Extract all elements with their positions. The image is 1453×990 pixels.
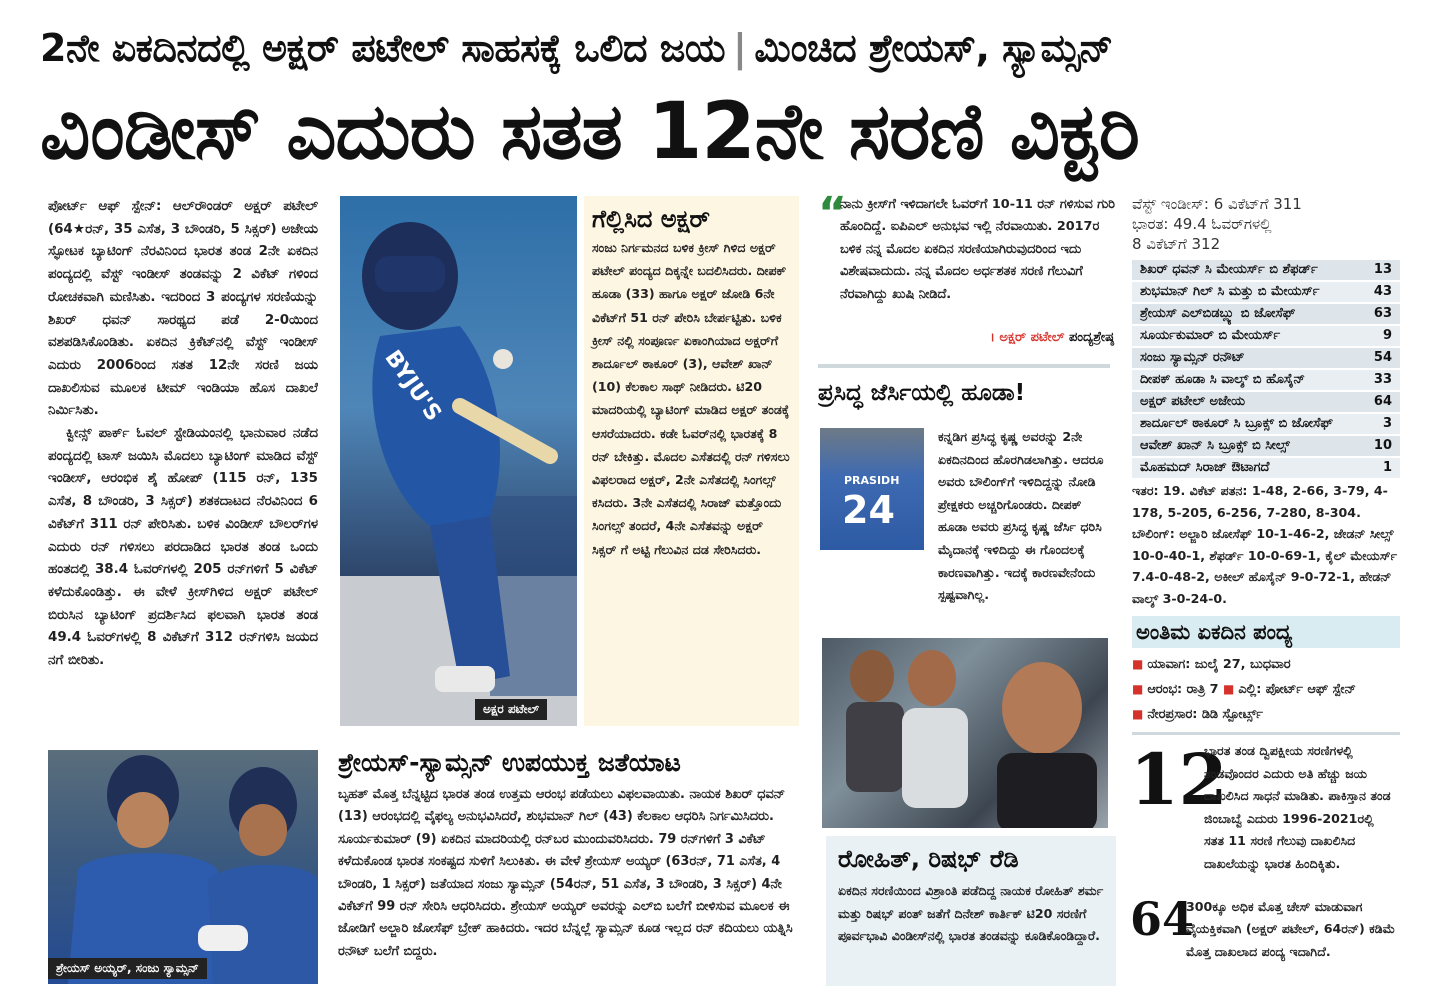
- scorecard: [1132, 194, 1400, 612]
- batter-name: ಮೊಹಮದ್ ಸಿರಾಜ್ ಔಟಾಗದೆ: [1140, 460, 1270, 475]
- bowling-figures: ಬೌಲಿಂಗ್: ಅಲ್ಜಾರಿ ಜೋಸೆಫ್ 10-1-46-2, ಜೇಡನ್ ಸೀಲ್ಸ್ 10-0-40-1, ಶೆಫರ್ಡ್ 10-0-69-1, ಕೈಲ್ ಮೇಯರ್ಸ್ 7.4-0-48-2, ಅಕೀಲ್ ಹೊಸೈನ್ 9-0-72-1, ಹೇಡನ್ ವಾಲ್ಶ್ 3-0-24-0.: [1132, 526, 1398, 606]
- fact-64-text: 300ಕ್ಕೂ ಅಧಿಕ ಮೊತ್ತ ಚೇಸ್ ಮಾಡುವಾಗ ವೈಯಕ್ತಿಕವಾಗಿ (ಅಕ್ಷರ್ ಪಟೇಲ್, 64ರನ್) ಕಡಿಮೆ ಮೊತ್ತ ದಾಖಲಾದ ಪಂದ್ಯ ಇದಾಗಿದೆ.: [1186, 899, 1396, 959]
- batter-name: ಶಿಖರ್ ಧವನ್ ಸಿ ಮೇಯರ್ಸ್ ಬಿ ಶೆಫರ್ಡ್: [1140, 262, 1318, 277]
- main-story: [48, 196, 318, 742]
- batter-name: ಶ್ರೇಯಸ್ ಎಲ್‌ಬಿಡಬ್ಲ್ಯು ಬಿ ಜೋಸೆಫ್: [1140, 306, 1296, 321]
- batter-name: ಆವೇಶ್ ಖಾನ್ ಸಿ ಬ್ರೂಕ್ಸ್ ಬಿ ಸೀಲ್ಸ್: [1140, 438, 1290, 453]
- hooda-body: [820, 426, 1110, 607]
- final-odi-broadcast: ನೇರಪ್ರಸಾರ: ಡಿಡಿ ಸ್ಪೋರ್ಟ್ಸ್: [1147, 707, 1263, 722]
- fact-64: [1130, 892, 1402, 988]
- bullet-icon: ■: [1132, 657, 1144, 671]
- players-illustration: [822, 638, 1108, 828]
- batter-name: ಸೂರ್ಯಕುಮಾರ್ ಬಿ ಮೇಯರ್ಸ್: [1140, 328, 1281, 343]
- batter-name: ಸಂಜು ಸ್ಯಾಮ್ಸನ್ ರನೌಟ್: [1140, 350, 1245, 365]
- axar-box-body: ಸಂಜು ನಿರ್ಗಮನದ ಬಳಿಕ ಕ್ರೀಸ್ ಗಿಳಿದ ಅಕ್ಷರ್ ಪಟೇಲ್ ಪಂದ್ಯದ ದಿಕ್ಕನ್ನೇ ಬದಲಿಸಿದರು. ದೀಪಕ್ ಹೂಡಾ (33) ಹಾಗೂ ಅಕ್ಷರ್ ಜೋಡಿ 6ನೇ ವಿಕೆಟ್‌ಗೆ 51 ರನ್ ಪೇರಿಸಿ ಬೇರ್ಪಟ್ಟಿತು. ಬಳಿಕ ಕ್ರೀಸ್ ನಲ್ಲಿ ಸಂಪೂರ್ಣ ಏಕಾಂಗಿಯಾದ ಅಕ್ಷರ್‌ಗೆ ಶಾರ್ದೂಲ್ ಠಾಕೂರ್ (3), ಆವೇಶ್ ಖಾನ್ (10) ಕೆಲಕಾಲ ಸಾಥ್ ನೀಡಿದರು. ಟಿ20 ಮಾದರಿಯಲ್ಲಿ ಬ್ಯಾಟಿಂಗ್ ಮಾಡಿದ ಅಕ್ಷರ್ ತಂಡಕ್ಕೆ ಆಸರೆಯಾದರು. ಕಡೇ ಓವರ್‌ನಲ್ಲಿ ಭಾರತಕ್ಕೆ 8 ರನ್ ಬೇಕಿತ್ತು. ಮೊದಲ ಎಸೆತದಲ್ಲಿ ರನ್ ಗಳಿಸಲು ವಿಫಲರಾದ ಅಕ್ಷರ್, 2ನೇ ಎಸೆತದಲ್ಲಿ ಸಿಂಗಲ್ಸ್ ಕಸಿದರು. 3ನೇ ಎಸೆತದಲ್ಲಿ ಸಿರಾಜ್ ಮತ್ತೊಂದು ಸಿಂಗಲ್ಸ್ ತಂದರೆ, 4ನೇ ಎಸೆತವನ್ನು ಅಕ್ಷರ್ ಸಿಕ್ಸರ್ ಗೆ ಅಟ್ಟಿ ಗೆಲುವಿನ ದಡ ಸೇರಿಸಿದರು.: [592, 240, 790, 557]
- quote-block: [818, 194, 1118, 356]
- rohit-photo: [822, 638, 1108, 828]
- dateline: ಪೋರ್ಟ್ ಆಫ್ ಸ್ಪೇನ್:: [48, 199, 162, 214]
- hooda-box: [818, 376, 1118, 631]
- hooda-title: ಪ್ರಸಿದ್ಧ ಜೆರ್ಸಿಯಲ್ಲಿ ಹೂಡಾ!: [818, 380, 1026, 406]
- axar-box: [584, 196, 799, 726]
- main-story-para2: ಕ್ವೀನ್ಸ್ ಪಾರ್ಕ್ ಓವಲ್ ಸ್ಟೇಡಿಯಂನಲ್ಲಿ ಭಾನುವಾರ ನಡೆದ ಪಂದ್ಯದಲ್ಲಿ ಟಾಸ್ ಜಯಿಸಿ ಮೊದಲು ಬ್ಯಾಟಿಂಗ್ ಮಾಡಿದ ವೆಸ್ಟ್ ಇಂಡೀಸ್, ಆರಂಭಿಕ ಶೈ ಹೋಪ್ (115 ರನ್, 135 ಎಸೆತ, 8 ಬೌಂಡರಿ, 3 ಸಿಕ್ಸರ್) ಶತಕದಾಟದ ನೆರವಿನಿಂದ 6 ವಿಕೆಟ್‌ಗೆ 311 ರನ್ ಪೇರಿಸಿತು. ಬಳಿಕ ವಿಂಡೀಸ್ ಬೌಲರ್‌ಗಳ ಎದುರು ರನ್ ಗಳಿಸಲು ಪರದಾಡಿದ ಭಾರತ ತಂಡ ಒಂದು ಹಂತದಲ್ಲಿ 38.4 ಓವರ್‌ಗಳಲ್ಲಿ 205 ರನ್‌ಗಳಿಗೆ 5 ವಿಕೆಟ್ ಕಳೆದುಕೊಂಡಿತ್ತು. ಈ ವೇಳೆ ಕ್ರೀಸ್‌ಗಿಳಿದ ಅಕ್ಷರ್ ಪಟೇಲ್ ಬಿರುಸಿನ ಬ್ಯಾಟಿಂಗ್ ಪ್ರದರ್ಶಿಸಿದ ಫಲವಾಗಿ ಭಾರತ ತಂಡ 49.4 ಓವರ್‌ಗಳಲ್ಲಿ 8 ವಿಕೆಟ್‌ಗೆ 312 ರನ್‌ಗಳಿಸಿ ಜಯದ ನಗೆ ಬೀರಿತು.: [48, 426, 318, 669]
- ind-score-line2: 8 ವಿಕೆಟ್‌ಗೆ 312: [1132, 235, 1221, 253]
- partnership-title: ಶ್ರೇಯಸ್-ಸ್ಯಾಮ್ಸನ್ ಉಪಯುಕ್ತ ಜತೆಯಾಟ: [338, 748, 681, 777]
- batter-runs: 1: [1382, 460, 1392, 475]
- batter-row: [1132, 304, 1400, 324]
- batter-row: [1132, 458, 1400, 478]
- batter-name: ದೀಪಕ್ ಹೂಡಾ ಸಿ ವಾಲ್ಶ್ ಬಿ ಹೊಸೈನ್: [1140, 372, 1305, 387]
- jersey-sponsor: BYJU'S: [379, 346, 446, 426]
- batter-name: ಶಾರ್ದೂಲ್ ಠಾಕೂರ್ ಸಿ ಬ್ರೂಕ್ಸ್ ಬಿ ಜೋಸೆಫ್: [1140, 416, 1333, 431]
- batter-runs: 3: [1382, 416, 1392, 431]
- batter-row: [1132, 370, 1400, 390]
- quote-text: ನಾನು ಕ್ರೀಸ್‌ಗೆ ಇಳಿದಾಗಲೇ ಓವರ್‌ಗೆ 10-11 ರನ್ ಗಳಿಸುವ ಗುರಿ ಹೊಂದಿದ್ದೆ. ಐಪಿಎಲ್ ಅನುಭವ ಇಲ್ಲಿ ನೆರವಾಯಿತು. 2017ರ ಬಳಿಕ ನನ್ನ ಮೊದಲ ಏಕದಿನ ಸರಣಿಯಾಗಿರುವುದರಿಂದ ಇದು ವಿಶೇಷವಾದುದು. ನನ್ನ ಮೊದಲ ಅರ್ಧಶತಕ ಸರಣಿ ಗೆಲುವಿಗೆ ನೆರವಾಗಿದ್ದು ಖುಷಿ ನೀಡಿದೆ.: [840, 197, 1115, 302]
- batter-row: [1132, 260, 1400, 280]
- axar-photo-caption: ಅಕ್ಷರ ಪಟೇಲ್: [475, 699, 547, 720]
- batter-row: [1132, 392, 1400, 412]
- pair-photo-caption: ಶ್ರೇಯಸ್ ಅಯ್ಯರ್, ಸಂಜು ಸ್ಯಾಮ್ಸನ್: [48, 958, 207, 979]
- batter-row: [1132, 414, 1400, 434]
- quote-attribution: [990, 330, 1114, 345]
- final-odi-start: ಆರಂಭ: ರಾತ್ರಿ 7: [1147, 682, 1219, 697]
- batter-name: ಶುಭಮಾನ್ ಗಿಲ್ ಸಿ ಮತ್ತು ಬಿ ಮೇಯರ್ಸ್: [1140, 284, 1320, 299]
- batter-runs: 13: [1373, 262, 1392, 277]
- batter-row: [1132, 436, 1400, 456]
- batter-name: ಅಕ್ಷರ್ ಪಟೇಲ್ ಅಜೇಯ: [1140, 394, 1245, 409]
- batter-runs: 33: [1373, 372, 1392, 387]
- final-odi-where: ಎಲ್ಲಿ: ಪೋರ್ಟ್ ಆಫ್ ಸ್ಪೇನ್: [1238, 682, 1356, 697]
- quote-role: ಪಂದ್ಯಶ್ರೇಷ್ಠ: [1068, 330, 1114, 345]
- wi-score: ವೆಸ್ಟ್ ಇಂಡೀಸ್: 6 ವಿಕೆಟ್‌ಗೆ 311: [1132, 195, 1302, 213]
- pair-illustration: [48, 750, 318, 984]
- batsman-illustration: [340, 196, 577, 726]
- batter-row: [1132, 282, 1400, 302]
- partnership-body: ಬೃಹತ್ ಮೊತ್ತ ಬೆನ್ನಟ್ಟಿದ ಭಾರತ ತಂಡ ಉತ್ತಮ ಆರಂಭ ಪಡೆಯಲು ವಿಫಲವಾಯಿತು. ನಾಯಕ ಶಿಖರ್ ಧವನ್ (13) ಆರಂಭದಲ್ಲಿ ವೈಫಲ್ಯ ಅನುಭವಿಸಿದರೆ, ಶುಭಮಾನ್ ಗಿಲ್ (43) ಕೆಲಕಾಲ ಆಧರಿಸಿ ನಿರ್ಗಮಿಸಿದರು. ಸೂರ್ಯಕುಮಾರ್ (9) ಏಕದಿನ ಮಾದರಿಯಲ್ಲಿ ರನ್‌ಬರ ಮುಂದುವರಿಸಿದರು. 79 ರನ್‌ಗಳಿಗೆ 3 ವಿಕೆಟ್ ಕಳೆದುಕೊಂಡ ಭಾರತ ಸಂಕಷ್ಟದ ಸುಳಿಗೆ ಸಿಲುಕಿತು. ಈ ವೇಳೆ ಶ್ರೇಯಸ್ ಅಯ್ಯರ್ (63ರನ್, 71 ಎಸೆತ, 4 ಬೌಂಡರಿ, 1 ಸಿಕ್ಸರ್) ಜತೆಯಾದ ಸಂಜು ಸ್ಯಾಮ್ಸನ್ (54ರನ್, 51 ಎಸೆತ, 3 ಬೌಂಡರಿ, 3 ಸಿಕ್ಸರ್) 4ನೇ ವಿಕೆಟ್‌ಗೆ 99 ರನ್ ಸೇರಿಸಿ ಆಧರಿಸಿದರು. ಶ್ರೇಯಸ್ ಅಯ್ಯರ್ ಅವರನ್ನು ಎಲ್‌ಬಿ ಬಲೆಗೆ ಬೀಳಿಸುವ ಮೂಲಕ ಈ ಜೋಡಿಗೆ ಅಲ್ಜಾರಿ ಜೋಸೆಫ್ ಬ್ರೇಕ್ ಹಾಕಿದರು. ಇದರ ಬೆನ್ನಲ್ಲೆ ಸ್ಯಾಮ್ಸನ್ ಕೂಡ ಇಲ್ಲದ ರನ್ ಕದಿಯಲು ಯತ್ನಿಸಿ ರನೌಟ್ ಬಲೆಗೆ ಬಿದ್ದರು.: [338, 787, 793, 959]
- batter-runs: 9: [1382, 328, 1392, 343]
- batter-row: [1132, 326, 1400, 346]
- quote-icon: “: [818, 194, 847, 239]
- kicker-line: [40, 18, 1410, 78]
- divider: [1132, 732, 1400, 735]
- fact-12-text: ಭಾರತ ತಂಡ ದ್ವಿಪಕ್ಷೀಯ ಸರಣಿಗಳಲ್ಲಿ ತಂಡವೊಂದರ ಎದುರು ಅತಿ ಹೆಚ್ಚು ಜಯ ದಾಖಲಿಸಿದ ಸಾಧನೆ ಮಾಡಿತು. ಪಾಕಿಸ್ತಾನ ತಂಡ ಜಿಂಬಾಬ್ವೆ ಎದುರು 1996-2021ರಲ್ಲಿ ಸತತ 11 ಸರಣಿ ಗೆಲುವು ದಾಖಲಿಸಿದ ದಾಖಲೆಯನ್ನು ಭಾರತ ಹಿಂದಿಕ್ಕಿತು.: [1204, 743, 1391, 871]
- final-odi-details: [1132, 652, 1400, 727]
- batter-runs: 63: [1373, 306, 1392, 321]
- extras-fow: ಇತರ: 19. ವಿಕೆಟ್ ಪತನ: 1-48, 2-66, 3-79, 4-178, 5-205, 6-256, 7-280, 8-304.: [1132, 483, 1388, 520]
- fact-12-number: 12: [1130, 740, 1228, 821]
- rohit-box: [826, 836, 1116, 986]
- final-odi-title: ಅಂತಿಮ ಏಕದಿನ ಪಂದ್ಯ: [1132, 616, 1400, 648]
- final-odi-box: [1132, 616, 1400, 728]
- headline: ವಿಂಡೀಸ್ ಎದುರು ಸತತ 12ನೇ ಸರಣಿ ವಿಕ್ಟರಿ: [40, 87, 1139, 177]
- kicker-right: ಮಿಂಚಿದ ಶ್ರೇಯಸ್, ಸ್ಯಾಮ್ಸನ್: [754, 26, 1113, 70]
- hooda-body-text: ಕನ್ನಡಿಗ ಪ್ರಸಿದ್ಧ ಕೃಷ್ಣ ಅವರನ್ನು 2ನೇ ಏಕದಿನದಿಂದ ಹೊರಗಿಡಲಾಗಿತ್ತು. ಆದರೂ ಅವರು ಬೌಲಿಂಗ್‌ಗೆ ಇಳಿದಿದ್ದನ್ನು ನೋಡಿ ಪ್ರೇಕ್ಷಕರು ಅಚ್ಚರಿಗೊಂಡರು. ದೀಪಕ್ ಹೂಡಾ ಅವರು ಪ್ರಸಿದ್ಧ ಕೃಷ್ಣ ಜೆರ್ಸಿ ಧರಿಸಿ ಮೈದಾನಕ್ಕೆ ಇಳಿದಿದ್ದು ಈ ಗೊಂದಲಕ್ಕೆ ಕಾರಣವಾಗಿತ್ತು. ಇದಕ್ಕೆ ಕಾರಣವೇನೆಂದು ಸ್ಪಷ್ಟವಾಗಿಲ್ಲ.: [938, 429, 1104, 603]
- bullet-icon: ■: [1132, 707, 1144, 721]
- main-story-para1: ಆಲ್‌ರೌಂಡರ್ ಅಕ್ಷರ್ ಪಟೇಲ್ (64★ರನ್, 35 ಎಸೆತ, 3 ಬೌಂಡರಿ, 5 ಸಿಕ್ಸರ್) ಅಜೇಯ ಸ್ಫೋಟಕ ಬ್ಯಾಟಿಂಗ್ ನೆರವಿನಿಂದ ಭಾರತ ತಂಡ 2ನೇ ಏಕದಿನ ಪಂದ್ಯದಲ್ಲಿ ವೆಸ್ಟ್ ಇಂಡೀಸ್ ತಂಡವನ್ನು 2 ವಿಕೆಟ್ ಗಳಿಂದ ರೋಚಕವಾಗಿ ಮಣಿಸಿತು. ಇದರಿಂದ 3 ಪಂದ್ಯಗಳ ಸರಣಿಯನ್ನು ಶಿಖರ್ ಧವನ್ ಸಾರಥ್ಯದ ಪಡೆ 2-0ಯಿಂದ ವಶಪಡಿಸಿಕೊಂಡಿತು. ಏಕದಿನ ಕ್ರಿಕೆಟ್‌ನಲ್ಲಿ ವೆಸ್ಟ್ ಇಂಡೀಸ್ ಎದುರು 2006ರಿಂದ ಸತತ 12ನೇ ಸರಣಿ ಜಯ ದಾಖಲಿಸುವ ಮೂಲಕ ಟೀಮ್ ಇಂಡಿಯಾ ಹೊಸ ದಾಖಲೆ ನಿರ್ಮಿಸಿತು.: [48, 199, 318, 419]
- bullet-icon: ■: [1132, 682, 1144, 696]
- batter-runs: 54: [1373, 350, 1392, 365]
- batter-runs: 64: [1373, 394, 1392, 409]
- pair-photo: [48, 750, 318, 984]
- batter-list: [1132, 260, 1400, 478]
- hooda-jersey-name: PRASIDH: [844, 474, 900, 487]
- rohit-body: ಏಕದಿನ ಸರಣಿಯಿಂದ ವಿಶ್ರಾಂತಿ ಪಡೆದಿದ್ದ ನಾಯಕ ರೋಹಿತ್ ಶರ್ಮ ಮತ್ತು ರಿಷಭ್ ಪಂತ್ ಜತೆಗೆ ದಿನೇಶ್ ಕಾರ್ತಿಕ್ ಟಿ20 ಸರಣಿಗೆ ಪೂರ್ವಭಾವಿ ವಿಂಡೀಸ್‌ನಲ್ಲಿ ಭಾರತ ತಂಡವನ್ನು ಕೂಡಿಕೊಂಡಿದ್ದಾರೆ.: [838, 883, 1104, 944]
- bullet-icon: ■: [1222, 682, 1235, 696]
- axar-box-title: ಗೆಲ್ಲಿಸಿದ ಅಕ್ಷರ್: [592, 205, 710, 233]
- kicker-left: 2ನೇ ಏಕದಿನದಲ್ಲಿ ಅಕ್ಷರ್ ಪಟೇಲ್ ಸಾಹಸಕ್ಕೆ ಒಲಿದ ಜಯ: [40, 26, 726, 70]
- batter-row: [1132, 348, 1400, 368]
- fact-12: [1130, 740, 1402, 880]
- batter-runs: 43: [1373, 284, 1392, 299]
- rohit-title: ರೋಹಿತ್, ರಿಷಭ್ ರೆಡಿ: [838, 845, 1019, 873]
- quote-name: । ಅಕ್ಷರ್ ಪಟೇಲ್: [989, 330, 1065, 345]
- kicker-separator: |: [733, 26, 747, 70]
- fact-64-number: 64: [1130, 892, 1195, 946]
- hooda-jersey-number: 24: [842, 488, 895, 532]
- batter-runs: 10: [1373, 438, 1392, 453]
- divider: [818, 364, 1110, 368]
- axar-photo: [340, 196, 577, 726]
- final-odi-when: ಯಾವಾಗ: ಜುಲೈ 27, ಬುಧವಾರ: [1147, 657, 1291, 672]
- ind-score-line1: ಭಾರತ: 49.4 ಓವರ್‌ಗಳಲ್ಲಿ: [1132, 215, 1272, 233]
- partnership-story: [338, 742, 808, 988]
